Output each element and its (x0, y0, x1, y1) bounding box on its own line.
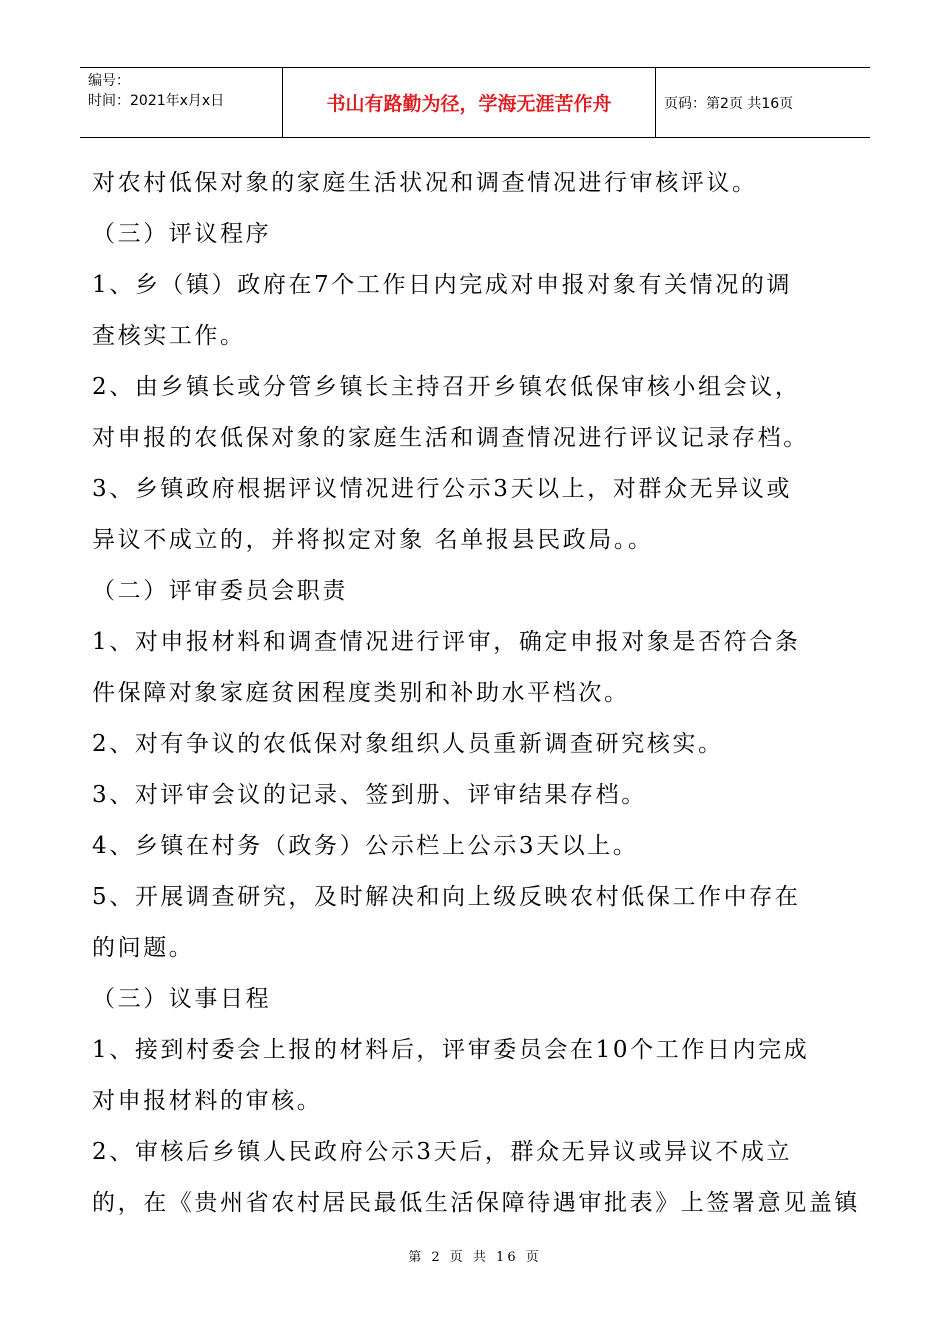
paragraph-line: 1、乡（镇）政府在7个工作日内完成对申报对象有关情况的调 (92, 272, 793, 298)
paragraph-line: 查核实工作。 (92, 323, 246, 349)
paragraph-line: 1、对申报材料和调查情况进行评审，确定申报对象是否符合条 (92, 629, 801, 655)
paragraph-line: 2、对有争议的农低保对象组织人员重新调查研究核实。 (92, 731, 724, 757)
paragraph-line: 2、由乡镇长或分管乡镇长主持召开乡镇农低保审核小组会议， (92, 374, 801, 400)
paragraph-line: 的问题。 (92, 935, 195, 961)
paragraph-line: 异议不成立的，并将拟定对象 名单报县民政局。。 (92, 527, 654, 553)
paragraph-line: 对申报材料的审核。 (92, 1088, 323, 1114)
paragraph-line: 3、对评审会议的记录、签到册、评审结果存档。 (92, 782, 647, 808)
paragraph-line: 4、乡镇在村务（政务）公示栏上公示3天以上。 (92, 833, 639, 859)
motto: 书山有路勤为径，学海无涯苦作舟 (283, 68, 656, 137)
section-heading: （三）评议程序 (92, 221, 272, 247)
document-body (92, 158, 862, 1229)
section-heading: （三）议事日程 (92, 986, 272, 1012)
paragraph-line: 1、接到村委会上报的材料后，评审委员会在10个工作日内完成 (92, 1037, 810, 1063)
paragraph-line: 5、开展调查研究，及时解决和向上级反映农村低保工作中存在 (92, 884, 801, 910)
number-label: 编号： (88, 73, 130, 89)
paragraph-line: 件保障对象家庭贫困程度类别和补助水平档次。 (92, 680, 630, 706)
page-footer: 第 2 页 共 16 页 (408, 1250, 542, 1265)
time-label: 时间：2021年x月x日 (88, 93, 225, 109)
page-header (80, 67, 870, 138)
paragraph-line: 的，在《贵州省农村居民最低生活保障待遇审批表》上签署意见盖镇 (92, 1190, 860, 1216)
section-heading: （二）评审委员会职责 (92, 578, 348, 604)
page-info: 页码：第2页 共16页 (664, 95, 794, 112)
paragraph-line: 3、乡镇政府根据评议情况进行公示3天以上，对群众无异议或 (92, 476, 793, 502)
paragraph-line: 2、审核后乡镇人民政府公示3天后，群众无异议或异议不成立 (92, 1139, 793, 1165)
paragraph-line: 对农村低保对象的家庭生活状况和调查情况进行审核评议。 (92, 170, 758, 196)
paragraph-line: 对申报的农低保对象的家庭生活和调查情况进行评议记录存档。 (92, 425, 809, 451)
header-meta-cell (80, 68, 283, 137)
